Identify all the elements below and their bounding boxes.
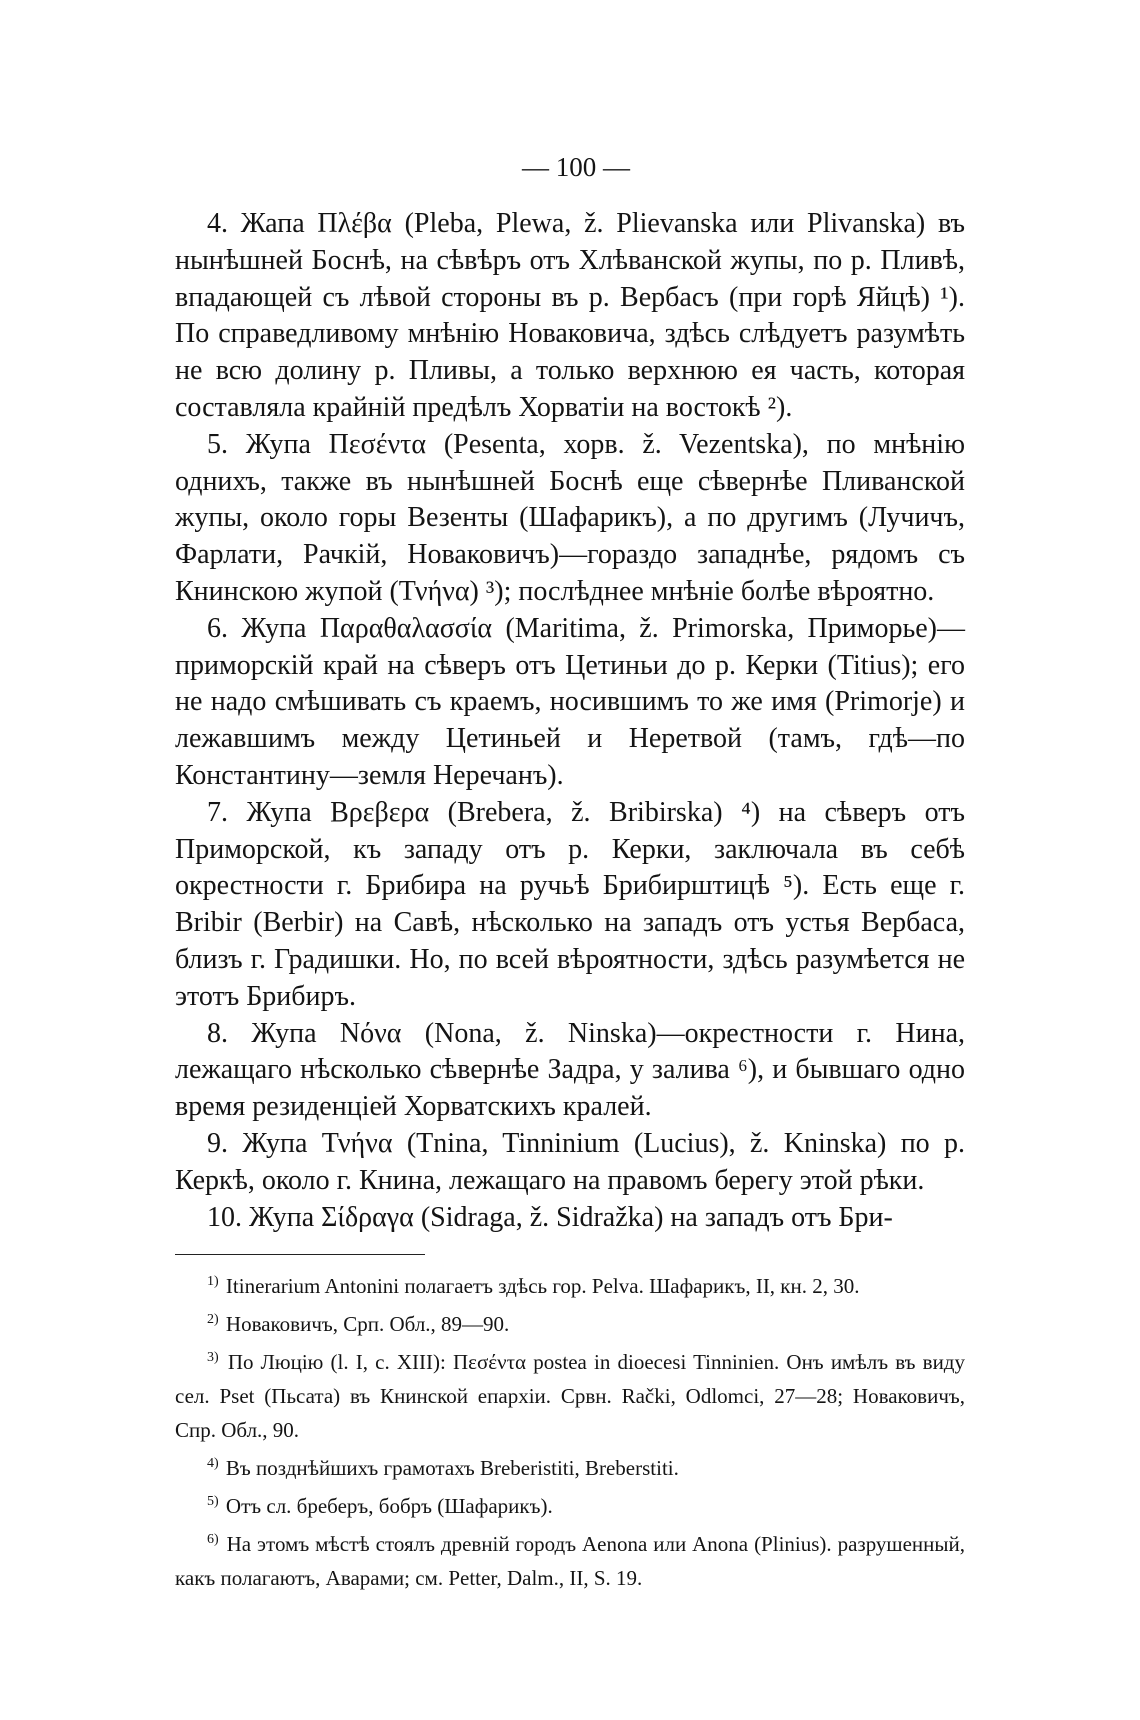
footnote-3 <box>175 1345 965 1447</box>
footnote-4 <box>175 1451 965 1485</box>
book-page <box>175 150 965 1600</box>
footnote-1 <box>175 1269 965 1303</box>
footnote-text: Отъ сл. бреберъ, бобръ (Шафарикъ). <box>225 1494 553 1519</box>
paragraph-zhupa-9: 9. Жупа Τνήνα (Tnina, Tinninium (Lucius), ž. Kninska) по р. Керкѣ, около г. Книна, лежащаго на правомъ берегу этой рѣки. <box>175 1127 965 1196</box>
main-text <box>175 206 965 1236</box>
paragraph-zhupa-7: 7. Жупа Βρεβερα (Brebera, ž. Bribirska) ⁴) на сѣверъ отъ Приморской, къ западу отъ р. Керки, заключала въ себѣ окрестности г. Брибира на ручьѣ Брибирштицѣ ⁵). Есть еще г. Bribir (Berbir) на Савѣ, нѣсколько на западъ отъ устья Вербаса, близъ г. Градишки. Но, по всей вѣроятности, здѣсь разумѣется не этотъ Брибиръ. <box>175 796 965 1012</box>
footnote-text: По Люцію (l. I, c. XIII): Πεσέντα postea in dioecesi Tinninien. Онъ имѣлъ въ виду сел. Pset (Пьсата) въ Книнской епархіи. Срвн. Rački, Odlomci, 27—28; Новаковичъ, Спр. Обл., 90. <box>175 1350 965 1443</box>
footnote-divider <box>175 1254 425 1255</box>
paragraph-zhupa-10: 10. Жупа Σίδραγα (Sidraga, ž. Sidražka) на западъ отъ Бри- <box>207 1201 893 1233</box>
paragraph-zhupa-4: 4. Жапа Πλέβα (Pleba, Plewa, ž. Plievanska или Plivanska) въ нынѣшней Боснѣ, на сѣвѣръ отъ Хлѣванской жупы, по р. Пливѣ, впадающей съ лѣвой стороны въ р. Вербасъ (при горѣ Яйцѣ) ¹). По справедливому мнѣнію Новаковича, здѣсь слѣдуетъ разумѣть не всю долину р. Пливы, а только верхнюю ея часть, которая составляла крайній предѣлъ Хорватіи на востокѣ ²). <box>175 208 965 423</box>
paragraph-zhupa-5: 5. Жупа Πεσέντα (Pesenta, хорв. ž. Vezentska), по мнѣнію однихъ, также въ нынѣшней Боснѣ еще сѣвернѣе Пливанской жупы, около горы Везенты (Шафарикъ), а по другимъ (Лучичъ, Фарлати, Рачкій, Новаковичъ)—гораздо западнѣе, рядомъ съ Книнскою жупой (Τνήνα) ³); послѣднее мнѣніе болѣе вѣроятно. <box>175 428 965 607</box>
paragraph-zhupa-8: 8. Жупа Νόνα (Nona, ž. Ninska)—окрестности г. Нина, лежащаго нѣсколько сѣвернѣе Задра, у залива ⁶), и бывшаго одно время резиденціей Хорватскихъ кралей. <box>175 1017 965 1123</box>
footnote-2 <box>175 1307 965 1341</box>
page-number: — 100 — <box>522 152 630 182</box>
footnote-mark: 6) <box>207 1532 219 1548</box>
footnote-mark: 4) <box>207 1456 219 1472</box>
footnote-mark: 1) <box>207 1274 219 1290</box>
footnote-5 <box>175 1489 965 1523</box>
footnote-6 <box>175 1527 965 1595</box>
footnote-mark: 2) <box>207 1312 219 1328</box>
footnote-text: На этомъ мѣстѣ стоялъ древній городъ Aenona или Anona (Plinius). разрушенный, какъ полагаютъ, Аварами; см. Petter, Dalm., II, S. 19. <box>175 1532 965 1591</box>
footnote-text: Новаковичъ, Срп. Обл., 89—90. <box>225 1312 510 1337</box>
footnote-mark: 3) <box>207 1350 219 1366</box>
footnote-mark: 5) <box>207 1494 219 1510</box>
footnotes <box>175 1269 965 1595</box>
paragraph-zhupa-6: 6. Жупа Παραθαλασσία (Maritima, ž. Primorska, Приморье)—приморскій край на сѣверъ отъ Цетиньи до р. Керки (Titius); его не надо смѣшивать съ краемъ, носившимъ то же имя (Primorje) и лежавшимъ между Цетиньей и Неретвой (тамъ, гдѣ—по Константину—земля Неречанъ). <box>175 612 965 791</box>
footnote-text: Itinerarium Antonini полагаетъ здѣсь гор. Pelva. Шафарикъ, II, кн. 2, 30. <box>225 1274 860 1299</box>
footnote-text: Въ позднѣйшихъ грамотахъ Breberistiti, Breberstiti. <box>225 1456 679 1481</box>
